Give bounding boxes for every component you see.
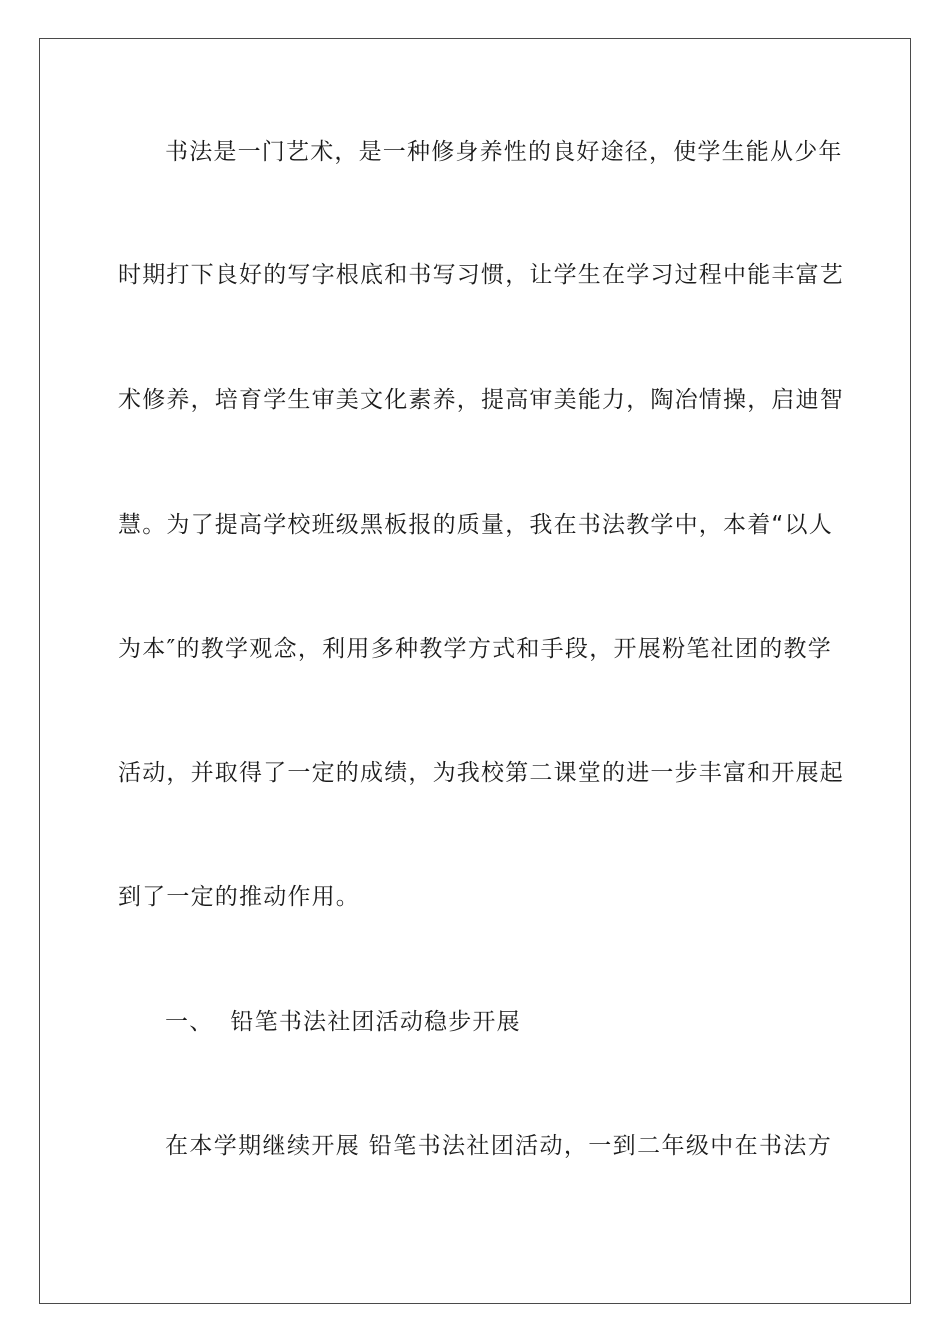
paragraph-1-line-1: 书法是一门艺术，是一种修身养性的良好途径，使学生能从少年 bbox=[165, 139, 843, 165]
paragraph-1-line-7: 到了一定的推动作用。 bbox=[118, 884, 360, 910]
paragraph-1-line-6: 活动，并取得了一定的成绩，为我校第二课堂的进一步丰富和开展起 bbox=[118, 760, 844, 786]
paragraph-1-line-2: 时期打下良好的写字根底和书写习惯，让学生在学习过程中能丰富艺 bbox=[118, 262, 844, 288]
section-heading: 一、 铅笔书法社团活动稳步开展 bbox=[165, 1009, 521, 1035]
paragraph-1-line-4: 慧。为了提高学校班级黑板报的质量，我在书法教学中，本着“以人 bbox=[118, 512, 833, 538]
paragraph-1-line-5: 为本″的教学观念，利用多种教学方式和手段，开展粉笔社团的教学 bbox=[118, 636, 832, 662]
page-border bbox=[39, 38, 911, 1304]
paragraph-2-line-1: 在本学期继续开展 铅笔书法社团活动，一到二年级中在书法方 bbox=[165, 1133, 832, 1159]
paragraph-1-line-3: 术修养，培育学生审美文化素养，提高审美能力，陶冶情操，启迪智 bbox=[118, 387, 844, 413]
